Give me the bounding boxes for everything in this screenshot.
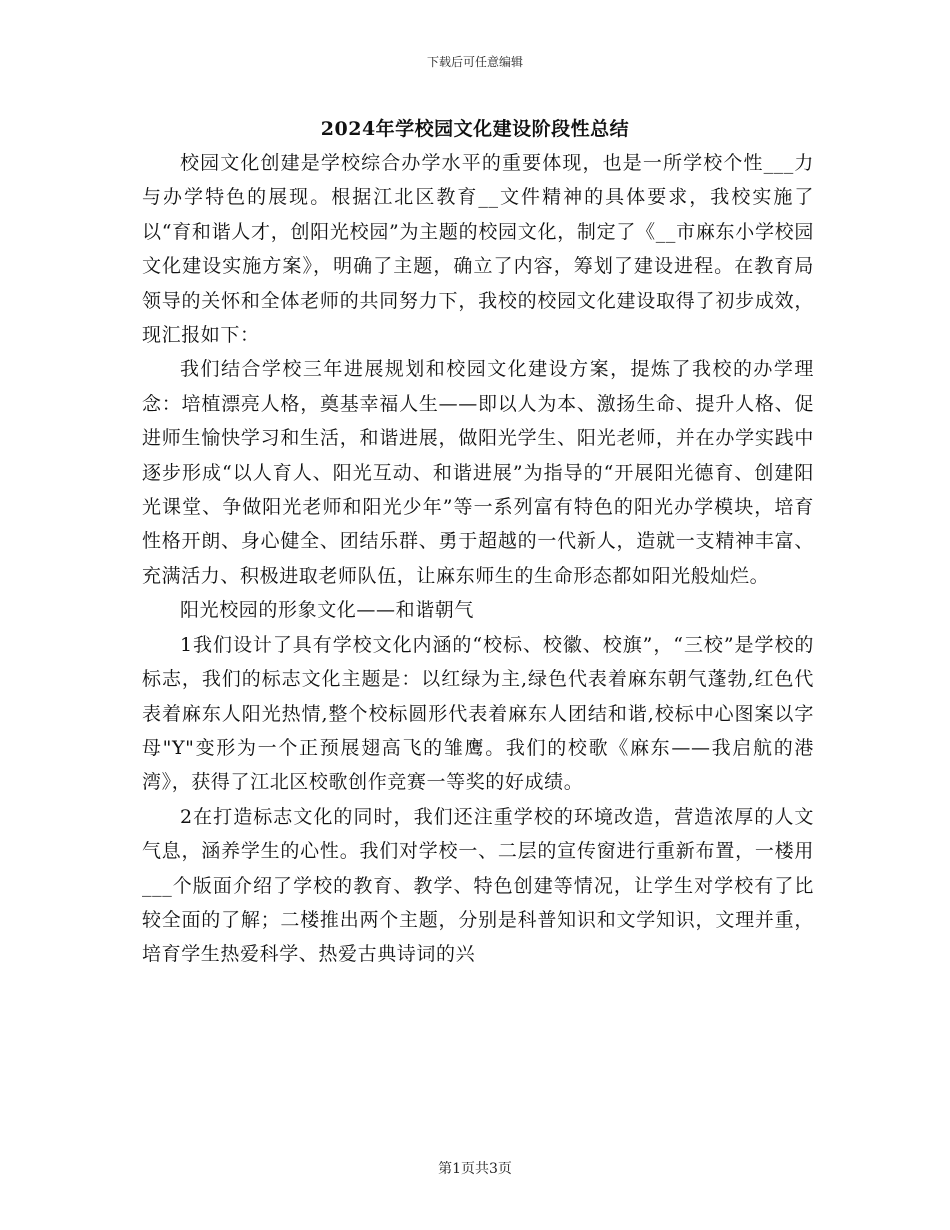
page-header: 下载后可任意编辑 [426, 55, 523, 69]
section-heading-image-culture: 阳光校园的形象文化——和谐朝气 [180, 599, 475, 622]
paragraph-philosophy: 我们结合学校三年进展规划和校园文化建设方案，提炼了我校的办学理念：培植漂亮人格，奠基幸福人生——即以人为本、激扬生命、提升人格、促进师生愉快学习和生活，和谐进展，做阳光学生、阳光老师，并在办学实践中逐步形成“以人育人、阳光互动、和谐进展”为指导的“开展阳光德育、创建阳光课堂、争做阳光老师和阳光少年”等一系列富有特色的阳光办学模块，培育性格开朗、身心健全、团结乐群、勇于超越的一代新人，造就一支精神丰富、充满活力、积极进取老师队伍，让麻东师生的生命形态都如阳光般灿烂。 [142, 358, 814, 587]
paragraph-intro: 校园文化创建是学校综合办学水平的重要体现，也是一所学校个性___力与办学特色的展现。根据江北区教育__文件精神的具体要求，我校实施了以“育和谐人才，创阳光校园”为主题的校园文化，制定了《__市麻东小学校园文化建设实施方案》，明确了主题，确立了内容，筹划了建设进程。在教育局领导的关怀和全体老师的共同努力下，我校的校园文化建设取得了初步成效，现汇报如下： [142, 152, 814, 347]
document-body [142, 146, 814, 972]
paragraph-point-1: 1我们设计了具有学校文化内涵的“校标、校徽、校旗”，“三校”是学校的标志，我们的标志文化主题是：以红绿为主,绿色代表着麻东朝气蓬勃,红色代表着麻东人阳光热情,整个校标圆形代表着麻东人团结和谐,校标中心图案以字母"Y"变形为一个正预展翅高飞的雏鹰。我们的校歌《麻东——我启航的港湾》，获得了江北区校歌创作竞赛一等奖的好成绩。 [142, 633, 814, 794]
paragraph-point-2: 2在打造标志文化的同时，我们还注重学校的环境改造，营造浓厚的人文气息，涵养学生的心性。我们对学校一、二层的宣传窗进行重新布置，一楼用___个版面介绍了学校的教育、教学、特色创建等情况，让学生对学校有了比较全面的了解；二楼推出两个主题，分别是科普知识和文学知识，文理并重，培育学生热爱科学、热爱古典诗词的兴 [142, 805, 814, 966]
document-title: 2024年学校园文化建设阶段性总结 [320, 118, 630, 140]
page-footer: 第1页共3页 [438, 1161, 512, 1177]
